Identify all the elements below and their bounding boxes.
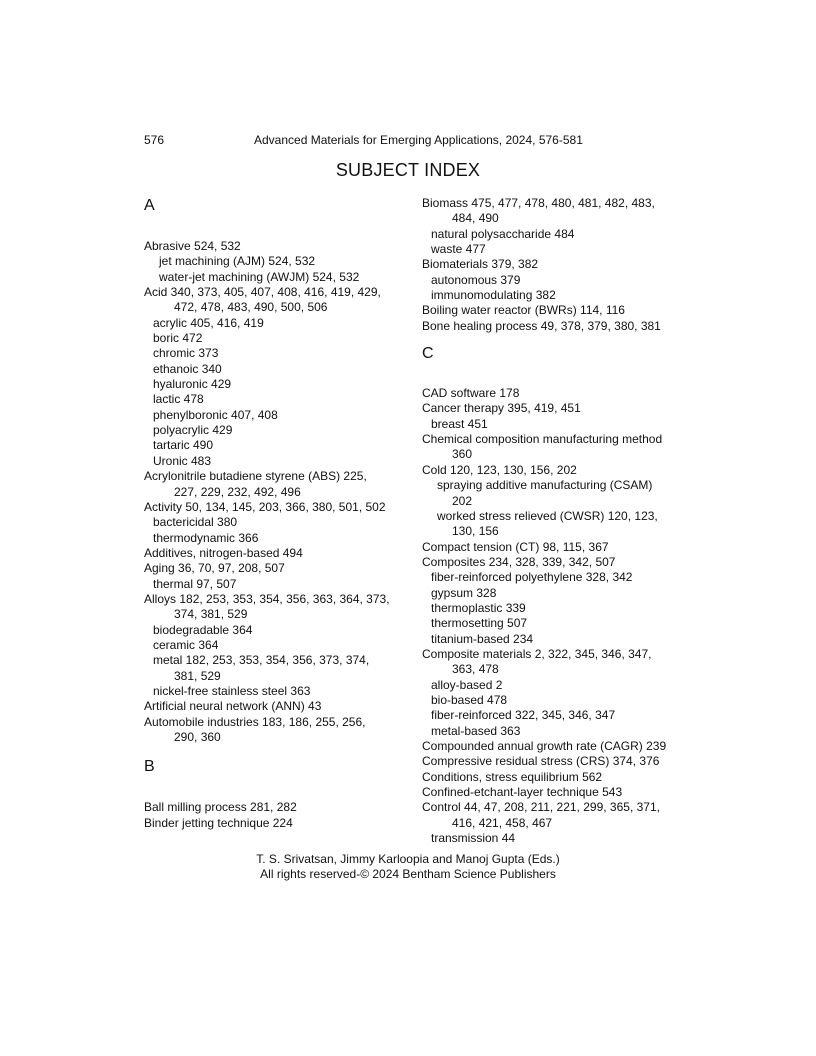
index-subentry: fiber-reinforced polyethylene 328, 342: [431, 570, 633, 585]
index-entry-continuation: 363, 478: [452, 662, 499, 677]
index-entry: Aging 36, 70, 97, 208, 507: [144, 561, 285, 576]
index-entry-continuation: 360: [452, 447, 473, 462]
section-letter-c: C: [422, 345, 434, 363]
index-subentry: polyacrylic 429: [153, 423, 233, 438]
index-subentry: natural polysaccharide 484: [431, 226, 575, 241]
index-subentry: bactericidal 380: [153, 515, 238, 530]
index-subentry: boric 472: [153, 331, 203, 346]
index-subentry: ethanoic 340: [153, 361, 222, 376]
index-entry-continuation: 227, 229, 232, 492, 496: [174, 484, 301, 499]
index-subentry: water-jet machining (AWJM) 524, 532: [159, 269, 360, 284]
index-entry: Cold 120, 123, 130, 156, 202: [422, 462, 577, 477]
index-subentry: lactic 478: [153, 392, 204, 407]
index-subentry: thermodynamic 366: [153, 530, 259, 545]
running-header: Advanced Materials for Emerging Applications, 2024, 576-581: [254, 133, 583, 147]
index-subentry: transmission 44: [431, 831, 516, 846]
index-entry-continuation: 130, 156: [452, 524, 499, 539]
footer-editors: T. S. Srivatsan, Jimmy Karloopia and Manoj Gupta (Eds.): [256, 852, 560, 866]
index-entry-continuation: 374, 381, 529: [174, 607, 248, 622]
index-entry: Abrasive 524, 532: [144, 239, 241, 253]
index-subentry: metal 182, 253, 353, 354, 356, 373, 374,: [153, 653, 370, 668]
index-entry-continuation: 484, 490: [452, 211, 499, 226]
page-number: 576: [144, 133, 165, 147]
index-subentry: autonomous 379: [431, 272, 521, 287]
index-entry-continuation: 202: [452, 493, 473, 508]
index-entry: Activity 50, 134, 145, 203, 366, 380, 501, 502: [144, 499, 386, 514]
index-column-right: [422, 196, 682, 846]
index-subentry: hyaluronic 429: [153, 377, 232, 392]
index-subentry: tartaric 490: [153, 438, 214, 453]
index-subentry: ceramic 364: [153, 637, 219, 652]
index-subentry: biodegradable 364: [153, 622, 253, 637]
index-subentry: jet machining (AJM) 524, 532: [159, 254, 316, 269]
index-subentry: thermoplastic 339: [431, 600, 526, 615]
index-entry: Automobile industries 183, 186, 255, 256,: [144, 714, 366, 729]
index-entry: Bone healing process 49, 378, 379, 380, 381: [422, 318, 661, 333]
index-subentry: worked stress relieved (CWSR) 120, 123,: [437, 508, 658, 523]
section-letter-a: A: [144, 197, 155, 214]
index-subentry: thermosetting 507: [431, 616, 528, 631]
index-column-left: [144, 196, 414, 831]
index-subentry: chromic 373: [153, 346, 219, 361]
index-entry: Control 44, 47, 208, 211, 221, 299, 365, 371,: [422, 800, 660, 815]
section-letter-b: B: [144, 758, 155, 776]
index-entry: Compact tension (CT) 98, 115, 367: [422, 539, 609, 554]
index-entry: Binder jetting technique 224: [144, 815, 293, 830]
index-subentry: alloy-based 2: [431, 677, 503, 692]
index-entry: Cancer therapy 395, 419, 451: [422, 401, 581, 416]
index-entry: Alloys 182, 253, 353, 354, 356, 363, 364, 373,: [144, 591, 390, 606]
index-entry: Ball milling process 281, 282: [144, 800, 297, 815]
page-title: SUBJECT INDEX: [335, 160, 481, 180]
index-entry: Biomaterials 379, 382: [422, 257, 539, 272]
index-subentry: fiber-reinforced 322, 345, 346, 347: [431, 708, 616, 723]
index-subentry: titanium-based 234: [431, 631, 534, 646]
index-entry: Artificial neural network (ANN) 43: [144, 699, 322, 714]
index-entry: Compounded annual growth rate (CAGR) 239: [422, 739, 667, 753]
index-subentry: bio-based 478: [431, 692, 508, 707]
index-entry: Composite materials 2, 322, 345, 346, 347,: [422, 646, 652, 661]
index-entry: CAD software 178: [422, 386, 520, 401]
footer-copyright: All rights reserved-© 2024 Bentham Science Publishers: [260, 867, 556, 881]
index-subentry: waste 477: [431, 242, 486, 257]
index-entry: Biomass 475, 477, 478, 480, 481, 482, 483,: [422, 196, 655, 210]
index-entry: Acrylonitrile butadiene styrene (ABS) 225,: [144, 469, 367, 484]
index-subentry: gypsum 328: [431, 585, 497, 600]
index-entry: Composites 234, 328, 339, 342, 507: [422, 554, 616, 569]
index-subentry: nickel-free stainless steel 363: [153, 683, 311, 698]
index-subentry: Uronic 483: [153, 453, 212, 468]
index-subentry: phenylboronic 407, 408: [153, 407, 278, 422]
index-entry: Additives, nitrogen-based 494: [144, 545, 303, 560]
index-subentry: thermal 97, 507: [153, 576, 237, 591]
index-subentry: acrylic 405, 416, 419: [153, 315, 264, 330]
index-entry: Boiling water reactor (BWRs) 114, 116: [422, 303, 625, 318]
index-entry: Compressive residual stress (CRS) 374, 376: [422, 754, 660, 769]
index-entry-continuation: 416, 421, 458, 467: [452, 815, 553, 830]
index-entry-continuation: 472, 478, 483, 490, 500, 506: [174, 300, 328, 315]
index-subentry: spraying additive manufacturing (CSAM): [437, 478, 653, 493]
index-entry-continuation: 290, 360: [174, 730, 221, 744]
index-entry: Confined-etchant-layer technique 543: [422, 785, 623, 800]
index-subentry: metal-based 363: [431, 723, 521, 738]
index-subentry: breast 451: [431, 416, 488, 431]
index-entry-continuation: 381, 529: [174, 668, 221, 683]
index-entry: Chemical composition manufacturing method: [422, 432, 663, 447]
index-entry: Conditions, stress equilibrium 562: [422, 769, 603, 784]
index-entry: Acid 340, 373, 405, 407, 408, 416, 419, 429,: [144, 285, 381, 300]
index-subentry: immunomodulating 382: [431, 288, 556, 303]
